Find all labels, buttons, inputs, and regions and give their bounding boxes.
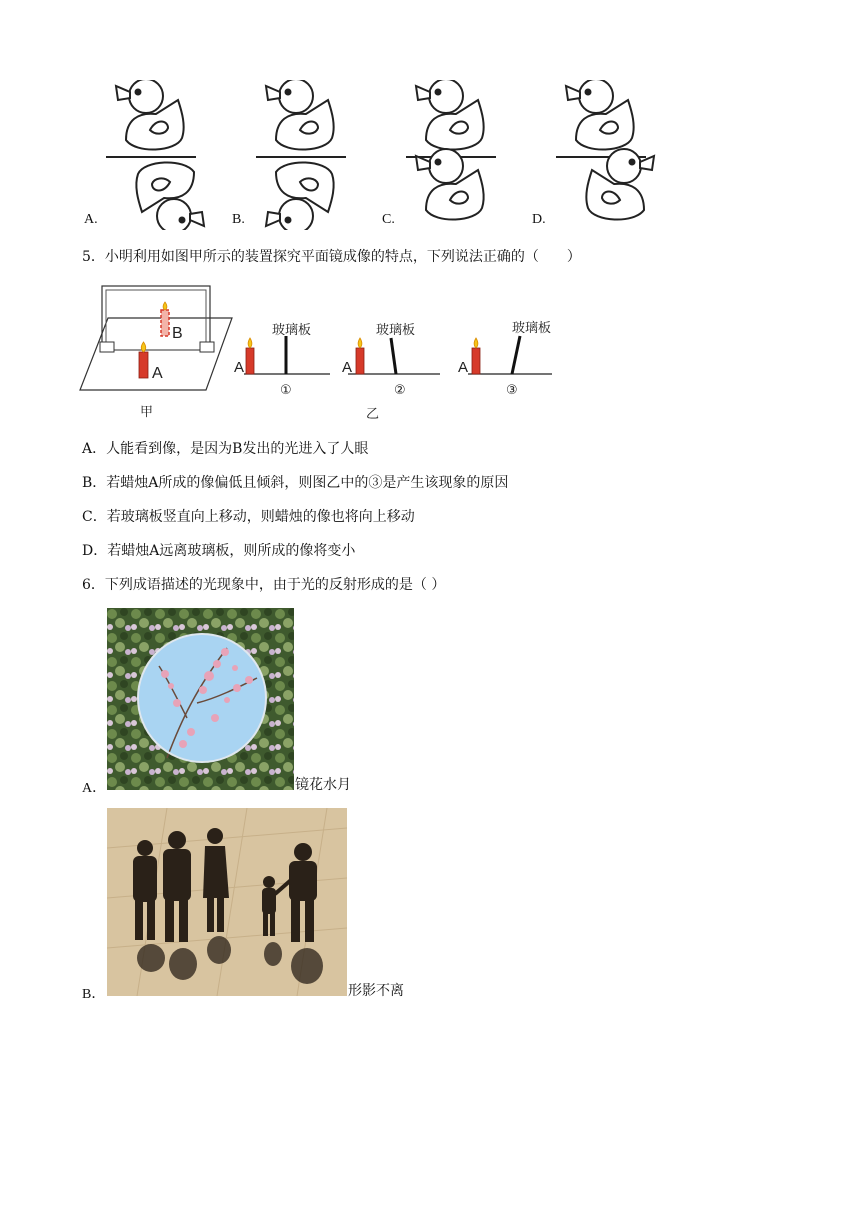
yi-1-a-label: A	[234, 359, 245, 376]
q6-option-b-label[interactable]: B．	[82, 987, 106, 1002]
q4-option-d-label[interactable]: D.	[532, 212, 546, 227]
candle-a-label: A	[152, 365, 163, 382]
yi-2-a-label: A	[342, 359, 353, 376]
q5-option-d[interactable]: D．若蜡烛A远离玻璃板，则所成的像将变小	[82, 543, 356, 559]
marker-3: ③	[506, 382, 518, 397]
q4-option-a-label[interactable]: A.	[84, 212, 98, 227]
q4-option-c-label[interactable]: C.	[382, 212, 395, 227]
marker-2: ②	[394, 382, 406, 397]
marker-1: ①	[280, 382, 292, 397]
duck-option-d[interactable]	[556, 80, 654, 220]
q4-duck-figures	[80, 80, 680, 230]
duck-option-c[interactable]	[406, 80, 496, 220]
candle-b-label: B	[172, 325, 183, 342]
yi-setup-3	[468, 336, 552, 374]
yi-setup-1	[244, 336, 330, 374]
q5-option-a[interactable]: A．人能看到像，是因为B发出的光进入了人眼	[82, 441, 369, 457]
q5-figure	[76, 282, 576, 422]
duck-option-a[interactable]	[106, 80, 204, 230]
yi-3-glass-label: 玻璃板	[512, 320, 552, 335]
silhouette-family-image	[107, 808, 347, 996]
q5-option-c[interactable]: C．若玻璃板竖直向上移动，则蜡烛的像也将向上移动	[82, 509, 415, 525]
q5-option-b[interactable]: B．若蜡烛A所成的像偏低且倾斜，则图乙中的③是产生该现象的原因	[82, 475, 509, 491]
duck-option-b[interactable]	[256, 80, 346, 230]
q6-option-b-caption[interactable]: 形影不离	[348, 983, 404, 999]
yi-setup-2	[348, 338, 440, 374]
q4-option-b-label[interactable]: B.	[232, 212, 245, 227]
yi-caption: 乙	[366, 406, 380, 421]
q6-option-a-label[interactable]: A．	[82, 781, 107, 796]
yi-3-a-label: A	[458, 359, 469, 376]
q6-stem: 6．下列成语描述的光现象中，由于光的反射形成的是（ ）	[82, 577, 446, 593]
mirror-flower-image	[107, 608, 294, 790]
q5-stem: 5．小明利用如图甲所示的装置探究平面镜成像的特点，下列说法正确的（ ）	[82, 249, 581, 265]
yi-2-glass-label: 玻璃板	[376, 322, 416, 337]
yi-1-glass-label: 玻璃板	[272, 322, 312, 337]
q6-option-a-caption[interactable]: 镜花水月	[295, 777, 351, 793]
jia-caption: 甲	[140, 404, 154, 419]
